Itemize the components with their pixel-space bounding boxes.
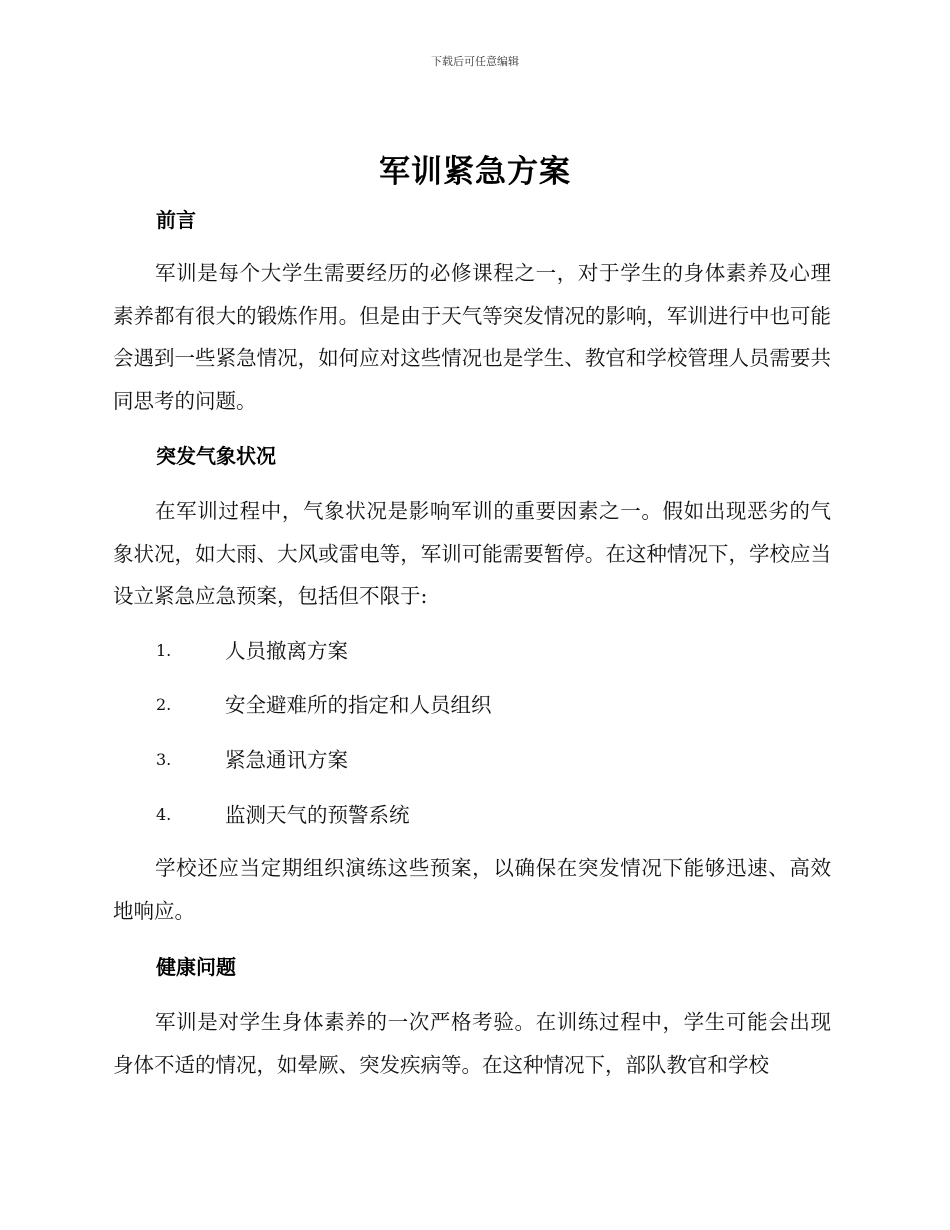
health-paragraph: 军训是对学生身体素养的一次严格考验。在训练过程中，学生可能会出现身体不适的情况，如晕厥、突发疾病等。在这种情况下，部队教官和学校 (113, 1010, 831, 1077)
list-item-number: 2. (156, 695, 172, 714)
list-item-text: 监测天气的预警系统 (225, 803, 410, 827)
weather-paragraph-intro: 在军训过程中，气象状况是影响军训的重要因素之一。假如出现恶劣的气象状况，如大雨、大风或雷电等，军训可能需要暂停。在这种情况下，学校应当设立紧急应急预案，包括但不限于: (113, 499, 831, 608)
weather-paragraph-drills: 学校还应当定期组织演练这些预案，以确保在突发情况下能够迅速、高效地响应。 (113, 856, 831, 923)
list-item-text: 紧急通讯方案 (225, 748, 348, 772)
list-item-number: 4. (156, 805, 172, 824)
list-item-text: 人员撤离方案 (225, 639, 348, 663)
section-heading-health: 健康问题 (156, 955, 236, 979)
document-title: 军训紧急方案 (379, 154, 571, 190)
page-header-note: 下载后可任意编辑 (431, 55, 519, 68)
list-item-number: 1. (156, 641, 172, 660)
preface-paragraph: 军训是每个大学生需要经历的必修课程之一，对于学生的身体素养及心理素养都有很大的锻炼作用。但是由于天气等突发情况的影响，军训进行中也可能会遇到一些紧急情况，如何应对这些情况也是学生、教官和学校管理人员需要共同思考的问题。 (113, 261, 831, 413)
section-heading-preface: 前言 (156, 208, 196, 232)
section-heading-weather: 突发气象状况 (156, 444, 276, 468)
list-item-text: 安全避难所的指定和人员组织 (225, 693, 492, 717)
list-item-number: 3. (156, 750, 172, 769)
